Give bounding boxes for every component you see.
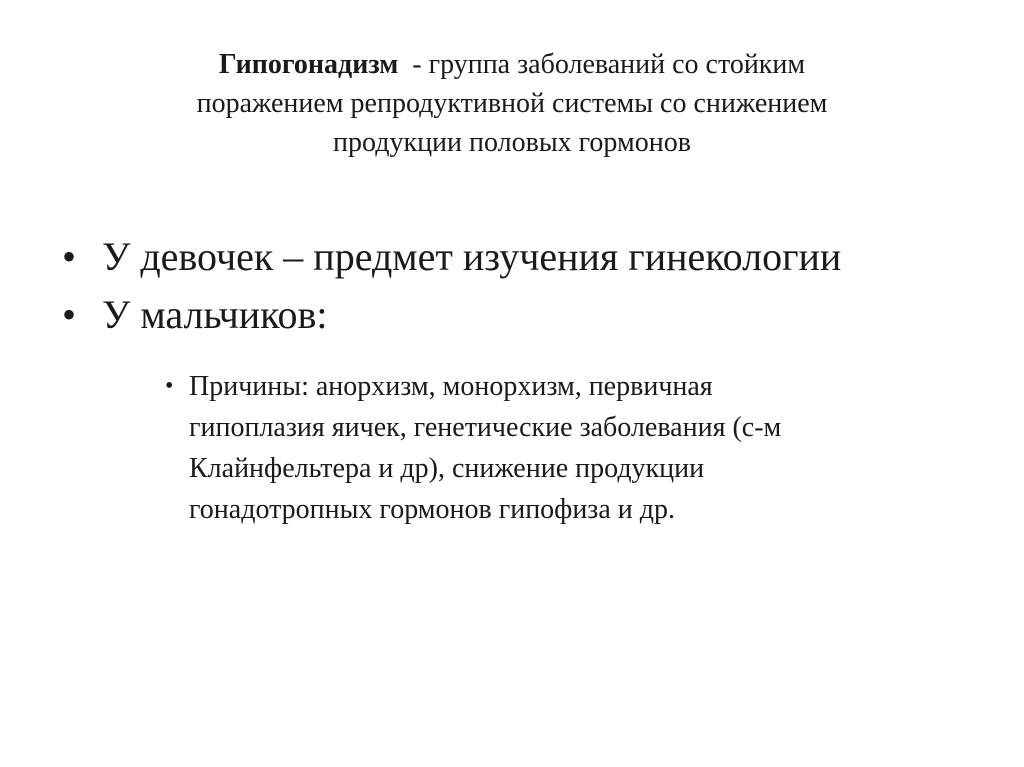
title-term: Гипогонадизм — [218, 49, 399, 80]
title-line-2: поражением репродуктивной системы со снижением — [196, 88, 828, 119]
bullet-boys — [62, 286, 982, 344]
sub-bullet-line: гипоплазия яичек, генетические заболевания (с-м — [189, 412, 782, 443]
bullet-marker: • — [62, 234, 77, 279]
sub-bullet-line: гонадотропных гормонов гипофиза и др. — [189, 494, 676, 525]
sub-bullet-line: Клайнфельтера и др), снижение продукции — [189, 453, 705, 484]
bullet-text: У мальчиков: — [102, 292, 328, 337]
bullet-marker: • — [62, 292, 77, 337]
bullet-list — [62, 228, 982, 344]
bullet-girls — [62, 228, 982, 286]
title-line-3: продукции половых гормонов — [333, 127, 691, 158]
sub-bullet-text — [165, 366, 885, 530]
sub-bullet-line: Причины: анорхизм, монорхизм, первичная — [189, 371, 713, 402]
sub-bullet-causes — [165, 366, 885, 530]
title-definition-start: - группа заболеваний со стойким — [398, 49, 806, 80]
bullet-text: У девочек – предмет изучения гинекологии — [102, 234, 842, 279]
sub-bullet-marker: • — [165, 373, 174, 399]
slide-title — [90, 45, 934, 162]
title-line-1 — [90, 45, 934, 84]
